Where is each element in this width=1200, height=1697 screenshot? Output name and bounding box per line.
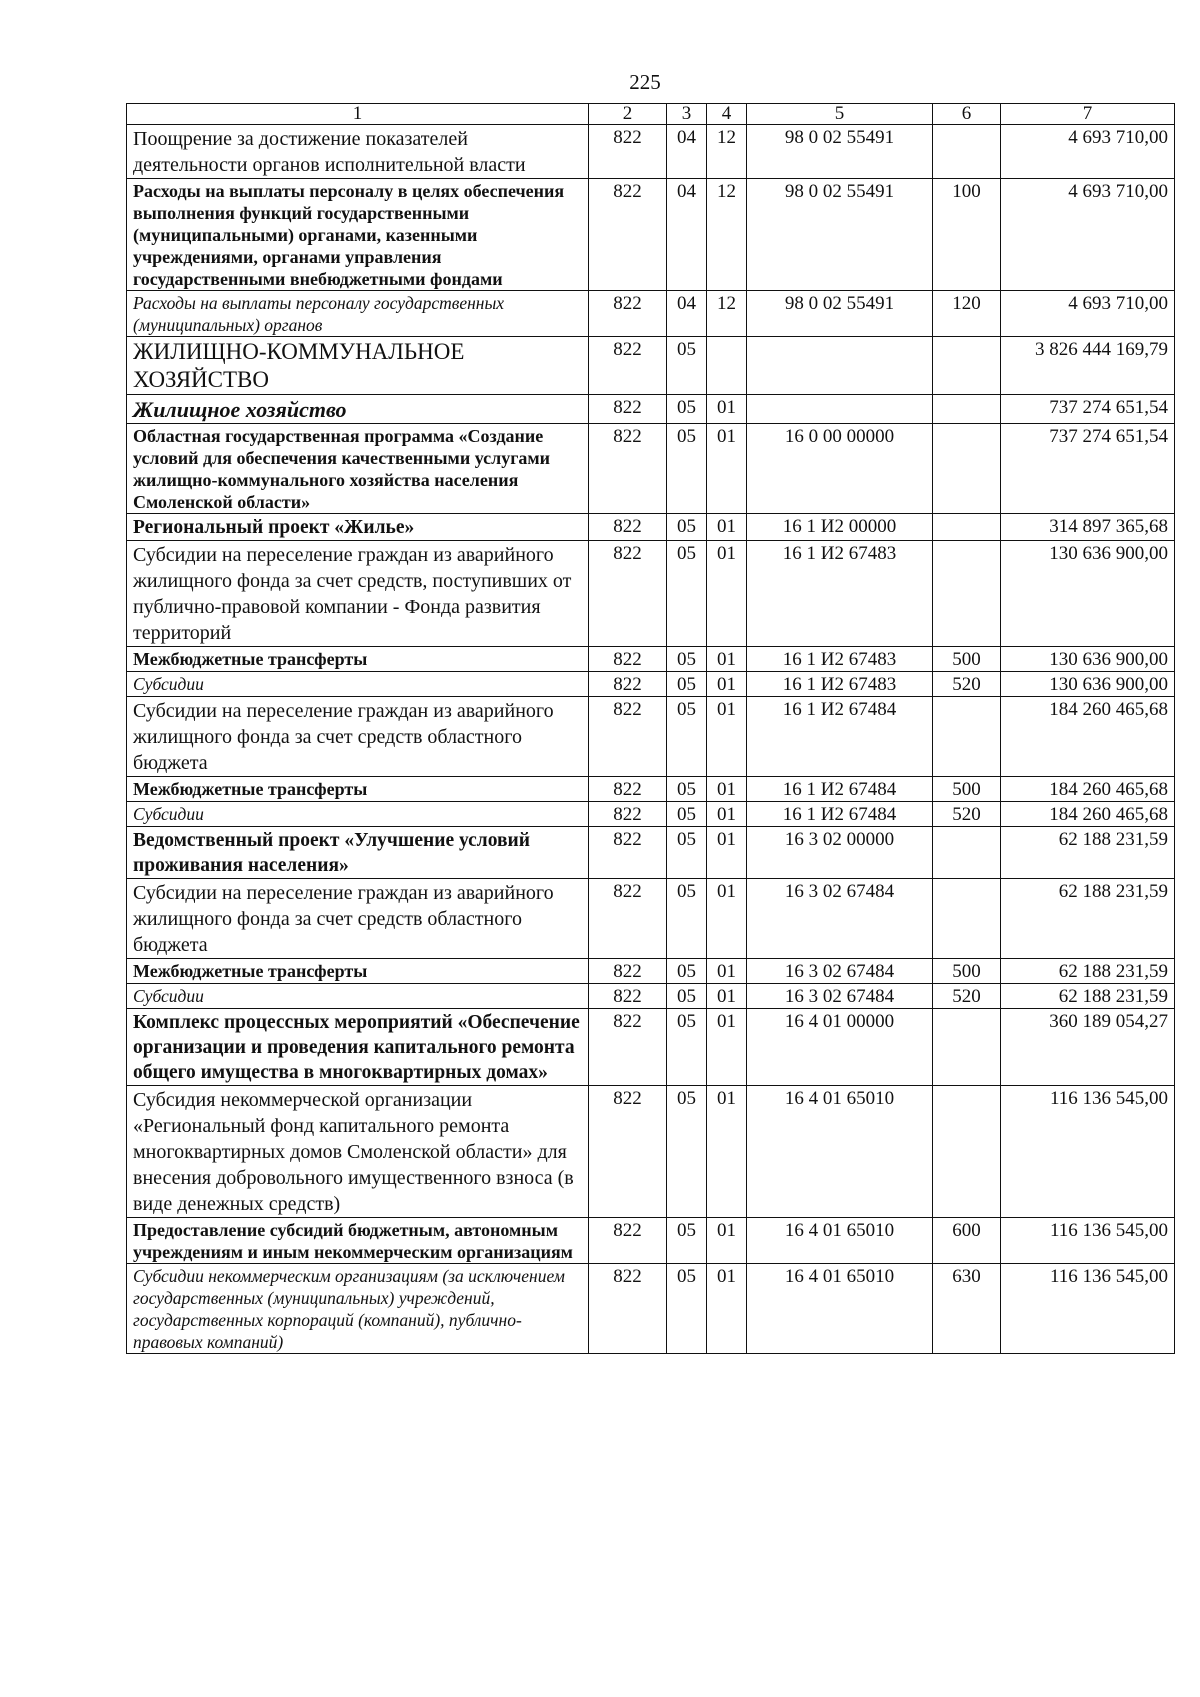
department-code-cell: 822 [589, 125, 667, 179]
row-name-cell: Жилищное хозяйство [127, 395, 589, 424]
target-article-cell: 16 4 01 65010 [747, 1264, 933, 1354]
target-article-cell: 16 4 01 65010 [747, 1086, 933, 1218]
amount-cell: 3 826 444 169,79 [1001, 337, 1175, 395]
column-header: 7 [1001, 104, 1175, 125]
table-row [127, 777, 1175, 802]
row-name-cell: Субсидии [127, 984, 589, 1009]
department-code-cell: 822 [589, 291, 667, 337]
row-name-cell: ЖИЛИЩНО-КОММУНАЛЬНОЕ ХОЗЯЙСТВО [127, 337, 589, 395]
department-code-cell: 822 [589, 1086, 667, 1218]
amount-cell: 130 636 900,00 [1001, 541, 1175, 647]
subsection-code-cell: 01 [707, 1086, 747, 1218]
target-article-cell [747, 337, 933, 395]
target-article-cell: 16 1 И2 67483 [747, 647, 933, 672]
amount-cell: 737 274 651,54 [1001, 395, 1175, 424]
column-header: 4 [707, 104, 747, 125]
target-article-cell: 16 1 И2 67483 [747, 541, 933, 647]
column-number-row [127, 104, 1175, 125]
row-name-cell: Субсидии [127, 802, 589, 827]
table-row [127, 424, 1175, 514]
target-article-cell: 16 1 И2 67484 [747, 777, 933, 802]
table-row [127, 827, 1175, 879]
table-row [127, 959, 1175, 984]
column-header: 3 [667, 104, 707, 125]
target-article-cell: 16 3 02 67484 [747, 984, 933, 1009]
subsection-code-cell: 01 [707, 672, 747, 697]
target-article-cell: 16 1 И2 67484 [747, 802, 933, 827]
expense-type-cell [933, 337, 1001, 395]
table-row [127, 1009, 1175, 1086]
expense-type-cell [933, 1086, 1001, 1218]
amount-cell: 4 693 710,00 [1001, 291, 1175, 337]
column-header: 6 [933, 104, 1001, 125]
column-header: 2 [589, 104, 667, 125]
department-code-cell: 822 [589, 337, 667, 395]
row-name-cell: Комплекс процессных мероприятий «Обеспечение организации и проведения капитального ремонта общего имущества в многоквартирных домах» [127, 1009, 589, 1086]
section-code-cell: 05 [667, 959, 707, 984]
target-article-cell: 16 1 И2 67484 [747, 697, 933, 777]
row-name-cell: Региональный проект «Жилье» [127, 514, 589, 541]
subsection-code-cell: 01 [707, 777, 747, 802]
amount-cell: 360 189 054,27 [1001, 1009, 1175, 1086]
expense-type-cell [933, 697, 1001, 777]
table-row [127, 179, 1175, 291]
expense-type-cell [933, 424, 1001, 514]
department-code-cell: 822 [589, 672, 667, 697]
target-article-cell: 98 0 02 55491 [747, 179, 933, 291]
row-name-cell: Субсидии на переселение граждан из аварийного жилищного фонда за счет средств областного бюджета [127, 697, 589, 777]
target-article-cell: 16 0 00 00000 [747, 424, 933, 514]
expense-type-cell: 630 [933, 1264, 1001, 1354]
section-code-cell: 05 [667, 984, 707, 1009]
table-row [127, 879, 1175, 959]
row-name-cell: Субсидии на переселение граждан из аварийного жилищного фонда за счет средств, поступивших от публично-правовой компании - Фонда развития территорий [127, 541, 589, 647]
expense-type-cell: 520 [933, 802, 1001, 827]
expense-type-cell [933, 827, 1001, 879]
amount-cell: 184 260 465,68 [1001, 697, 1175, 777]
expense-type-cell: 600 [933, 1218, 1001, 1264]
department-code-cell: 822 [589, 514, 667, 541]
row-name-cell: Межбюджетные трансферты [127, 959, 589, 984]
section-code-cell: 05 [667, 802, 707, 827]
subsection-code-cell: 12 [707, 179, 747, 291]
table-row [127, 291, 1175, 337]
expense-type-cell: 520 [933, 984, 1001, 1009]
expense-type-cell [933, 879, 1001, 959]
section-code-cell: 05 [667, 1218, 707, 1264]
target-article-cell: 98 0 02 55491 [747, 125, 933, 179]
column-header: 5 [747, 104, 933, 125]
expense-type-cell: 120 [933, 291, 1001, 337]
target-article-cell: 16 1 И2 00000 [747, 514, 933, 541]
amount-cell: 62 188 231,59 [1001, 827, 1175, 879]
row-name-cell: Межбюджетные трансферты [127, 647, 589, 672]
department-code-cell: 822 [589, 541, 667, 647]
amount-cell: 116 136 545,00 [1001, 1218, 1175, 1264]
department-code-cell: 822 [589, 1218, 667, 1264]
target-article-cell: 98 0 02 55491 [747, 291, 933, 337]
section-code-cell: 04 [667, 179, 707, 291]
table-row [127, 125, 1175, 179]
amount-cell: 4 693 710,00 [1001, 179, 1175, 291]
expense-type-cell [933, 514, 1001, 541]
department-code-cell: 822 [589, 879, 667, 959]
department-code-cell: 822 [589, 984, 667, 1009]
target-article-cell [747, 395, 933, 424]
target-article-cell: 16 3 02 67484 [747, 879, 933, 959]
subsection-code-cell: 01 [707, 1218, 747, 1264]
department-code-cell: 822 [589, 827, 667, 879]
department-code-cell: 822 [589, 802, 667, 827]
department-code-cell: 822 [589, 424, 667, 514]
amount-cell: 737 274 651,54 [1001, 424, 1175, 514]
amount-cell: 116 136 545,00 [1001, 1086, 1175, 1218]
section-code-cell: 05 [667, 1086, 707, 1218]
subsection-code-cell: 01 [707, 647, 747, 672]
row-name-cell: Ведомственный проект «Улучшение условий проживания населения» [127, 827, 589, 879]
section-code-cell: 04 [667, 125, 707, 179]
subsection-code-cell: 12 [707, 125, 747, 179]
table-row [127, 541, 1175, 647]
row-name-cell: Областная государственная программа «Создание условий для обеспечения качественными услугами жилищно-коммунального хозяйства населения Смоленской области» [127, 424, 589, 514]
expense-type-cell [933, 541, 1001, 647]
section-code-cell: 05 [667, 337, 707, 395]
expense-type-cell: 520 [933, 672, 1001, 697]
table-row [127, 514, 1175, 541]
department-code-cell: 822 [589, 777, 667, 802]
table-row [127, 672, 1175, 697]
table-body [127, 125, 1175, 1354]
target-article-cell: 16 4 01 00000 [747, 1009, 933, 1086]
section-code-cell: 05 [667, 1264, 707, 1354]
subsection-code-cell: 01 [707, 879, 747, 959]
subsection-code-cell: 01 [707, 827, 747, 879]
target-article-cell: 16 3 02 00000 [747, 827, 933, 879]
subsection-code-cell [707, 337, 747, 395]
table-row [127, 1218, 1175, 1264]
page-number: 225 [629, 70, 661, 94]
amount-cell: 130 636 900,00 [1001, 672, 1175, 697]
section-code-cell: 05 [667, 697, 707, 777]
section-code-cell: 05 [667, 1009, 707, 1086]
amount-cell: 62 188 231,59 [1001, 879, 1175, 959]
table-row [127, 697, 1175, 777]
target-article-cell: 16 3 02 67484 [747, 959, 933, 984]
table-row [127, 337, 1175, 395]
table-row [127, 1086, 1175, 1218]
department-code-cell: 822 [589, 959, 667, 984]
table-row [127, 802, 1175, 827]
table-row [127, 647, 1175, 672]
section-code-cell: 05 [667, 879, 707, 959]
row-name-cell: Межбюджетные трансферты [127, 777, 589, 802]
row-name-cell: Предоставление субсидий бюджетным, автономным учреждениям и иным некоммерческим организациям [127, 1218, 589, 1264]
amount-cell: 184 260 465,68 [1001, 802, 1175, 827]
table-row [127, 1264, 1175, 1354]
expense-type-cell: 500 [933, 777, 1001, 802]
section-code-cell: 05 [667, 672, 707, 697]
subsection-code-cell: 01 [707, 1264, 747, 1354]
column-header: 1 [127, 104, 589, 125]
department-code-cell: 822 [589, 179, 667, 291]
section-code-cell: 05 [667, 514, 707, 541]
expense-type-cell [933, 125, 1001, 179]
row-name-cell: Субсидии [127, 672, 589, 697]
row-name-cell: Субсидии на переселение граждан из аварийного жилищного фонда за счет средств областного бюджета [127, 879, 589, 959]
amount-cell: 184 260 465,68 [1001, 777, 1175, 802]
subsection-code-cell: 01 [707, 1009, 747, 1086]
section-code-cell: 05 [667, 647, 707, 672]
amount-cell: 314 897 365,68 [1001, 514, 1175, 541]
expense-type-cell [933, 1009, 1001, 1086]
subsection-code-cell: 01 [707, 424, 747, 514]
expense-type-cell: 500 [933, 647, 1001, 672]
target-article-cell: 16 1 И2 67483 [747, 672, 933, 697]
subsection-code-cell: 01 [707, 541, 747, 647]
section-code-cell: 05 [667, 827, 707, 879]
department-code-cell: 822 [589, 395, 667, 424]
amount-cell: 62 188 231,59 [1001, 984, 1175, 1009]
table-row [127, 984, 1175, 1009]
subsection-code-cell: 12 [707, 291, 747, 337]
section-code-cell: 05 [667, 541, 707, 647]
section-code-cell: 05 [667, 395, 707, 424]
row-name-cell: Расходы на выплаты персоналу в целях обеспечения выполнения функций государственными (муниципальными) органами, казенными учреждениями, органами управления государственными внебюджетными фондами [127, 179, 589, 291]
department-code-cell: 822 [589, 1264, 667, 1354]
expense-type-cell: 100 [933, 179, 1001, 291]
subsection-code-cell: 01 [707, 395, 747, 424]
department-code-cell: 822 [589, 697, 667, 777]
subsection-code-cell: 01 [707, 802, 747, 827]
table-row [127, 395, 1175, 424]
target-article-cell: 16 4 01 65010 [747, 1218, 933, 1264]
subsection-code-cell: 01 [707, 959, 747, 984]
section-code-cell: 05 [667, 777, 707, 802]
row-name-cell: Расходы на выплаты персоналу государственных (муниципальных) органов [127, 291, 589, 337]
expense-type-cell: 500 [933, 959, 1001, 984]
budget-table [126, 103, 1175, 1354]
amount-cell: 130 636 900,00 [1001, 647, 1175, 672]
section-code-cell: 05 [667, 424, 707, 514]
department-code-cell: 822 [589, 1009, 667, 1086]
amount-cell: 116 136 545,00 [1001, 1264, 1175, 1354]
subsection-code-cell: 01 [707, 514, 747, 541]
subsection-code-cell: 01 [707, 984, 747, 1009]
expense-type-cell [933, 395, 1001, 424]
subsection-code-cell: 01 [707, 697, 747, 777]
amount-cell: 62 188 231,59 [1001, 959, 1175, 984]
row-name-cell: Субсидия некоммерческой организации «Региональный фонд капитального ремонта многоквартирных домов Смоленской области» для внесения добровольного имущественного взноса (в виде денежных средств) [127, 1086, 589, 1218]
row-name-cell: Субсидии некоммерческим организациям (за исключением государственных (муниципальных) учреждений, государственных корпораций (компаний), публично-правовых компаний) [127, 1264, 589, 1354]
row-name-cell: Поощрение за достижение показателей деятельности органов исполнительной власти [127, 125, 589, 179]
amount-cell: 4 693 710,00 [1001, 125, 1175, 179]
department-code-cell: 822 [589, 647, 667, 672]
section-code-cell: 04 [667, 291, 707, 337]
